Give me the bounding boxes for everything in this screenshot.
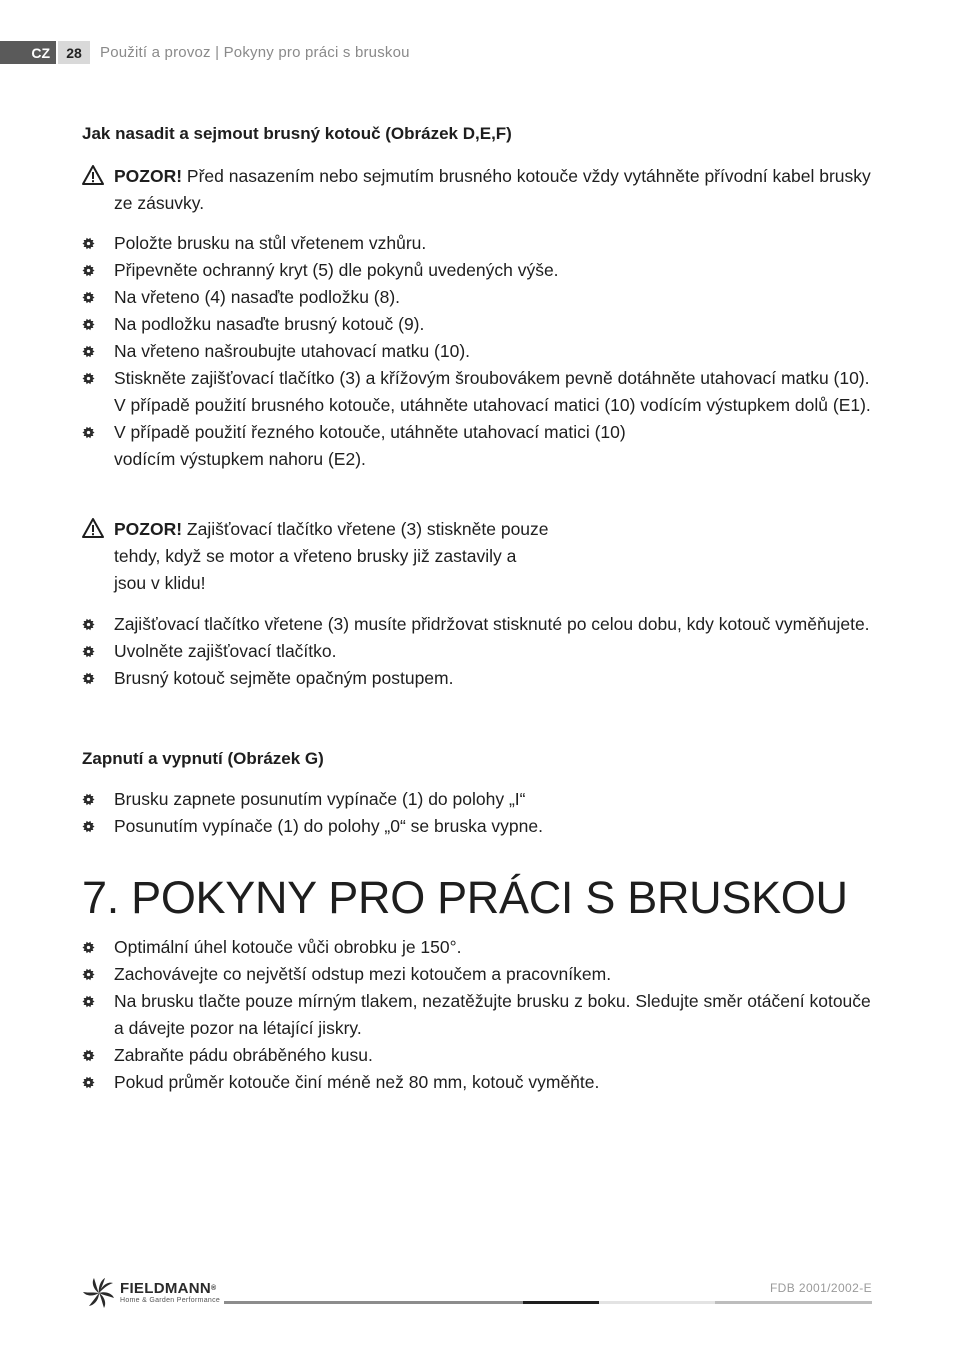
list-item (82, 311, 882, 338)
list-item (82, 611, 882, 638)
footer-rule-segment-1 (224, 1301, 523, 1304)
warning-triangle-icon (82, 517, 104, 539)
list-item-text: Na vřeteno našroubujte utahovací matku (10). (114, 341, 471, 361)
list-item-text: Uvolněte zajišťovací tlačítko. (114, 641, 337, 661)
brand-text (120, 1281, 220, 1305)
list-item (82, 786, 882, 813)
section-heading-attach-disc: Jak nasadit a sejmout brusný kotouč (Obrázek D,E,F) (82, 124, 512, 143)
warning-label: POZOR! (114, 166, 183, 186)
list-item-text: Položte brusku na stůl vřetenem vzhůru. (114, 233, 427, 253)
list-item-text: Připevněte ochranný kryt (5) dle pokynů uvedených výše. (114, 260, 559, 280)
list-item (82, 988, 882, 1042)
list-item-text: Brusku zapnete posunutím vypínače (1) do polohy „I“ (114, 789, 526, 809)
footer-rule-segment-3 (599, 1301, 715, 1304)
warning-body: Před nasazením nebo sejmutím brusného kotouče vždy vytáhněte přívodní kabel brusky ze zásuvky. (114, 166, 871, 213)
list-item (82, 365, 882, 419)
list-item-text: Na brusku tlačte pouze mírným tlakem, nezatěžujte brusku z boku. Sledujte směr otáčení kotouče a dávejte pozor na létající jiskry. (114, 991, 871, 1038)
list-item-text: Zajišťovací tlačítko vřetene (3) musíte přidržovat stisknuté po celou dobu, kdy kotouč vyměňujete. (114, 614, 870, 634)
gear-bullet-icon (82, 793, 95, 806)
brand-name-text: FIELDMANN (120, 1280, 212, 1297)
footer-rule-segment-2 (523, 1301, 599, 1304)
list-item-text: Na vřeteno (4) nasaďte podložku (8). (114, 287, 401, 307)
list-item (82, 419, 882, 473)
fieldmann-logo (82, 1277, 220, 1309)
warning-label: POZOR! (114, 519, 183, 539)
brand-name (120, 1281, 220, 1296)
brand-tagline: Home & Garden Performance (120, 1297, 221, 1304)
page-number: 28 (58, 41, 90, 64)
warning-text-2 (114, 516, 602, 597)
warning-block-1 (82, 163, 872, 217)
list-item-text: Brusný kotouč sejměte opačným postupem. (114, 668, 454, 688)
list-item-text: Pokud průměr kotouče činí méně než 80 mm, kotouč vyměňte. (114, 1072, 600, 1092)
list-item (82, 665, 882, 692)
bullet-list-spindle-lock (82, 611, 882, 692)
list-item (82, 284, 882, 311)
list-item (82, 638, 882, 665)
list-item-text: V případě použití řezného kotouče, utáhněte utahovací matici (10) vodícím výstupkem nahoru (E2). (114, 422, 626, 469)
chapter-title: 7. POKYNY PRO PRÁCI S BRUSKOU (82, 872, 848, 923)
bullet-list-on-off (82, 786, 882, 840)
gear-bullet-icon (82, 237, 95, 250)
list-item (82, 257, 882, 284)
list-item (82, 230, 882, 257)
gear-bullet-icon (82, 318, 95, 331)
warning-block-2 (82, 516, 602, 597)
list-item (82, 1069, 882, 1096)
list-item (82, 934, 882, 961)
gear-bullet-icon (82, 672, 95, 685)
gear-bullet-icon (82, 345, 95, 358)
warning-text-1 (114, 163, 872, 217)
list-item (82, 813, 882, 840)
gear-bullet-icon (82, 820, 95, 833)
gear-bullet-icon (82, 995, 95, 1008)
bullet-list-attach-steps (82, 230, 882, 473)
list-item-text: Na podložku nasaďte brusný kotouč (9). (114, 314, 425, 334)
section-heading-on-off: Zapnutí a vypnutí (Obrázek G) (82, 749, 324, 768)
gear-bullet-icon (82, 264, 95, 277)
footer-rule-segment-4 (715, 1301, 872, 1304)
header-title: Použití a provoz | Pokyny pro práci s bruskou (100, 44, 410, 61)
list-item-text: Posunutím vypínače (1) do polohy „0“ se bruska vypne. (114, 816, 543, 836)
gear-bullet-icon (82, 426, 95, 439)
bullet-list-grinding-instructions (82, 934, 882, 1096)
list-item-text: Optimální úhel kotouče vůči obrobku je 150°. (114, 937, 462, 957)
gear-bullet-icon (82, 968, 95, 981)
trademark-symbol: ® (211, 1285, 217, 1292)
page-header (0, 41, 410, 64)
gear-bullet-icon (82, 941, 95, 954)
warning-triangle-icon (82, 164, 104, 186)
fieldmann-fan-logo (82, 1277, 116, 1309)
list-item (82, 338, 882, 365)
gear-bullet-icon (82, 1049, 95, 1062)
language-badge: CZ (0, 41, 56, 64)
gear-bullet-icon (82, 645, 95, 658)
list-item-text: Zachovávejte co největší odstup mezi kotoučem a pracovníkem. (114, 964, 612, 984)
model-number: FDB 2001/2002-E (769, 1281, 872, 1295)
gear-bullet-icon (82, 372, 95, 385)
list-item (82, 1042, 882, 1069)
list-item (82, 961, 882, 988)
gear-bullet-icon (82, 291, 95, 304)
gear-bullet-icon (82, 1076, 95, 1089)
list-item-text: Zabraňte pádu obráběného kusu. (114, 1045, 373, 1065)
gear-bullet-icon (82, 618, 95, 631)
warning-body: Zajišťovací tlačítko vřetene (3) stiskněte pouze tehdy, když se motor a vřeteno brusky již zastavily a jsou v klidu! (114, 519, 549, 593)
list-item-text: Stiskněte zajišťovací tlačítko (3) a křížovým šroubovákem pevně dotáhněte utahovací matku (10). V případě použití brusného kotouče, utáhněte utahovací matici (10) vodícím výstupkem dolů (E1). (114, 368, 871, 415)
